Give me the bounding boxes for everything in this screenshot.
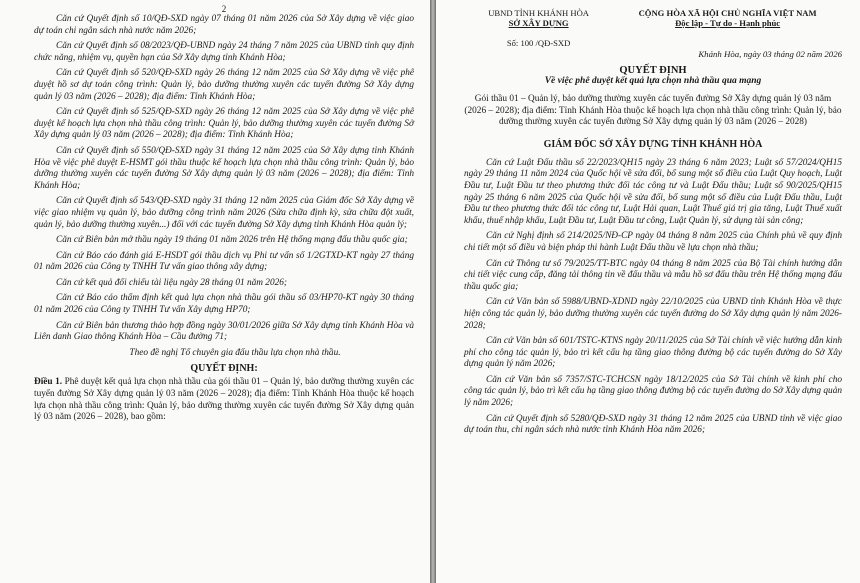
- doc-number: Số: 100 /QĐ-SXD: [506, 38, 571, 48]
- doc-date: Khánh Hòa, ngày 03 tháng 02 năm 2026: [698, 49, 842, 59]
- recital-paragraph: Căn cứ Văn bản số 601/TSTC-KTNS ngày 20/11/2025 của Sở Tài chính về việc hướng dẫn kinh phí cho công tác quản lý, bảo trì kết cấu hạ tầng giao thông đường bộ các tuyến đường do Sở Xây dựng quản lý năm 2026;: [464, 336, 842, 370]
- package-description: Gói thầu 01 – Quản lý, bảo dưỡng thường xuyên các tuyến đường Sở Xây dựng quản lý 03 năm (2026 – 2028); địa điểm: Tỉnh Khánh Hòa thuộc kế hoạch lựa chọn nhà thầu công trình: Quản lý, bảo dưỡng thường xuyên các tuyến đường Sở Xây dựng quản lý 03 năm (2026 – 2028): [464, 94, 842, 128]
- agency-line-2: SỞ XÂY DỰNG: [508, 18, 569, 28]
- recital-paragraph: Căn cứ Quyết định số 5280/QĐ-SXD ngày 31 tháng 12 năm 2025 của UBND tỉnh về việc giao dự toán thu, chi ngân sách nhà nước tỉnh Khánh Hòa năm 2026;: [464, 413, 842, 436]
- page-right: [436, 0, 860, 583]
- nation-line-1: CỘNG HÒA XÃ HỘI CHỦ NGHĨA VIỆT NAM: [638, 8, 817, 18]
- decision-heading: QUYẾT ĐỊNH:: [190, 363, 258, 375]
- recital-paragraph: Căn cứ Biên bản mở thầu ngày 19 tháng 01 năm 2026 trên Hệ thống mạng đấu thầu quốc gia;: [56, 235, 408, 246]
- recital-paragraph: Căn cứ Báo cáo thẩm định kết quả lựa chọn nhà thầu gói thầu số 03/HP70-KT ngày 30 tháng 01 năm 2026 của Công ty TNHH Tư vấn Xây dựng HP70;: [34, 293, 414, 316]
- recital-paragraph: Căn cứ Thông tư số 79/2025/TT-BTC ngày 04 tháng 8 năm 2025 của Bộ Tài chính hướng dẫn chi tiết việc cung cấp, đăng tải thông tin về đấu thầu và mẫu hồ sơ đấu thầu trên Hệ thống mạng đấu thầu quốc gia;: [464, 258, 842, 292]
- recital-paragraph: Căn cứ Luật Đấu thầu số 22/2023/QH15 ngày 23 tháng 6 năm 2023; Luật số 57/2024/QH15 ngày 29 tháng 11 năm 2024 của Quốc hội về sửa đổi, bổ sung một số điều của Luật Quy hoạch, Luật Đầu tư, Luật Đầu tư theo phương thức đối tác công tư và Luật Đấu thầu; Luật số 90/2025/QH15 ngày 25 tháng 6 năm 2025 của Quốc hội về sửa đổi, bổ sung một số điều của Luật Đấu thầu, Luật Đầu tư theo phương thức đối tác công tư, Luật Hải quan, Luật Thuế giá trị gia tăng, Luật Thuế xuất khẩu, thuế nhập khẩu, Luật Đầu tư, Luật Đầu tư công, Luật Quản lý, sử dụng tài sản công;: [464, 157, 842, 226]
- recital-paragraph: Căn cứ Báo cáo đánh giá E-HSDT gói thầu dịch vụ Phi tư vấn số 1/2GTXD-KT ngày 27 tháng 01 năm 2026 của Công ty TNHH Tư vấn giao thông xây dựng;: [34, 250, 414, 273]
- recital-paragraph: Căn cứ Quyết định số 550/QĐ-SXD ngày 31 tháng 12 năm 2025 của Sở Xây dựng tỉnh Khánh Hòa về việc phê duyệt E-HSMT gói thầu thuộc kế hoạch lựa chọn nhà thầu công trình: Quản lý, bảo dưỡng thường xuyên các tuyến đường Sở Xây dựng quản lý 03 năm (2026 – 2028); địa điểm: Tỉnh Khánh Hòa;: [34, 145, 414, 191]
- director-heading: GIÁM ĐỐC SỞ XÂY DỰNG TỈNH KHÁNH HÒA: [543, 138, 763, 150]
- doc-title: QUYẾT ĐỊNH: [619, 65, 687, 76]
- nation-line-2: Độc lập - Tự do - Hạnh phúc: [675, 18, 781, 28]
- article-1-label: Điều 1.: [34, 377, 63, 388]
- left-recitals: [34, 14, 414, 359]
- article-1: [34, 377, 414, 423]
- recital-paragraph: Căn cứ Quyết định số 543/QĐ-SXD ngày 31 tháng 12 năm 2025 của Giám đốc Sở Xây dựng về việc giao nhiệm vụ quản lý, bảo dưỡng công trình năm 2026 (Sửa chữa định kỳ, sửa chữa đột xuất, quản lý, bảo dưỡng thường xuyên...) đối với các tuyến đường Sở Xây dựng tỉnh Khánh Hòa quản lý;: [34, 196, 414, 230]
- doc-subtitle: Về việc phê duyệt kết quả lựa chọn nhà thầu qua mạng: [544, 76, 762, 86]
- agency-line-1: UBND TỈNH KHÁNH HÒA: [488, 8, 590, 18]
- recital-paragraph: Căn cứ kết quả đối chiếu tài liệu ngày 28 tháng 01 năm 2026;: [56, 277, 288, 288]
- recital-paragraph: Căn cứ Nghị định số 214/2025/NĐ-CP ngày 04 tháng 8 năm 2025 của Chính phủ về quy định chi tiết một số điều và biện pháp thi hành Luật Đấu thầu về lựa chọn nhà thầu;: [464, 231, 842, 253]
- document-header: [464, 8, 842, 48]
- recital-paragraph: Căn cứ Quyết định số 520/QĐ-SXD ngày 26 tháng 12 năm 2025 của Sở Xây dựng về việc phê duyệt hồ sơ dự toán công trình: Quản lý, bảo dưỡng thường xuyên các tuyến đường Sở Xây dựng quản lý 03 năm (2026 – 2028); địa điểm: Tỉnh Khánh Hòa;: [34, 68, 414, 102]
- recital-paragraph: Căn cứ Quyết định số 08/2023/QĐ-UBND ngày 24 tháng 7 năm 2025 của UBND tỉnh quy định chức năng, nhiệm vụ, quyền hạn của Sở Xây dựng tỉnh Khánh Hòa;: [34, 41, 414, 63]
- right-recitals: [464, 158, 842, 437]
- recital-paragraph: Theo đề nghị Tổ chuyên gia đấu thầu lựa chọn nhà thầu.: [129, 347, 341, 358]
- recital-paragraph: Căn cứ Quyết định số 525/QĐ-SXD ngày 26 tháng 12 năm 2025 của Sở Xây dựng về việc phê duyệt kế hoạch lựa chọn nhà thầu công trình: Quản lý, bảo dưỡng thường xuyên các tuyến đường Sở Xây dựng quản lý 03 năm (2026 – 2028); địa điểm: Tỉnh Khánh Hòa;: [34, 107, 414, 141]
- recital-paragraph: Căn cứ Quyết định số 10/QĐ-SXD ngày 07 tháng 01 năm 2026 của Sở Xây dựng về việc giao dự toán chi ngân sách nhà nước năm 2026;: [34, 14, 414, 36]
- recital-paragraph: Căn cứ Văn bản số 5988/UBND-XDND ngày 22/10/2025 của UBND tỉnh Khánh Hòa về thực hiện công tác quản lý, bảo dưỡng thường xuyên các tuyến đường do Sở Xây dựng quản lý năm 2026-2028;: [464, 297, 842, 331]
- page-number: 2: [221, 4, 227, 14]
- recital-paragraph: Căn cứ Văn bản số 7357/STC-TCHCSN ngày 18/12/2025 của Sở Tài chính về kinh phí cho công tác quản lý, bảo trì kết cấu hạ tầng giao thông đường bộ các tuyến đường do Sở Xây dựng quản lý năm 2026;: [464, 374, 842, 409]
- article-1-text: Phê duyệt kết quả lựa chọn nhà thầu của gói thầu 01 – Quản lý, bảo dưỡng thường xuyên các tuyến đường Sở Xây dựng quản lý 03 năm (2026 – 2028); địa điểm: Tỉnh Khánh Hòa thuộc kế hoạch lựa chọn nhà thầu công trình: Quản lý, bảo dưỡng thường xuyên các tuyến đường Sở Xây dựng quản lý 03 năm (2026 – 2028), bao gồm:: [34, 377, 414, 423]
- nation-block: [613, 8, 842, 48]
- agency-block: [464, 8, 613, 48]
- recital-paragraph: Căn cứ Biên bản thương thảo hợp đồng ngày 30/01/2026 giữa Sở Xây dựng tỉnh Khánh Hòa và Liên danh Giao thông Khánh Hòa – Cầu đường 71;: [34, 320, 414, 343]
